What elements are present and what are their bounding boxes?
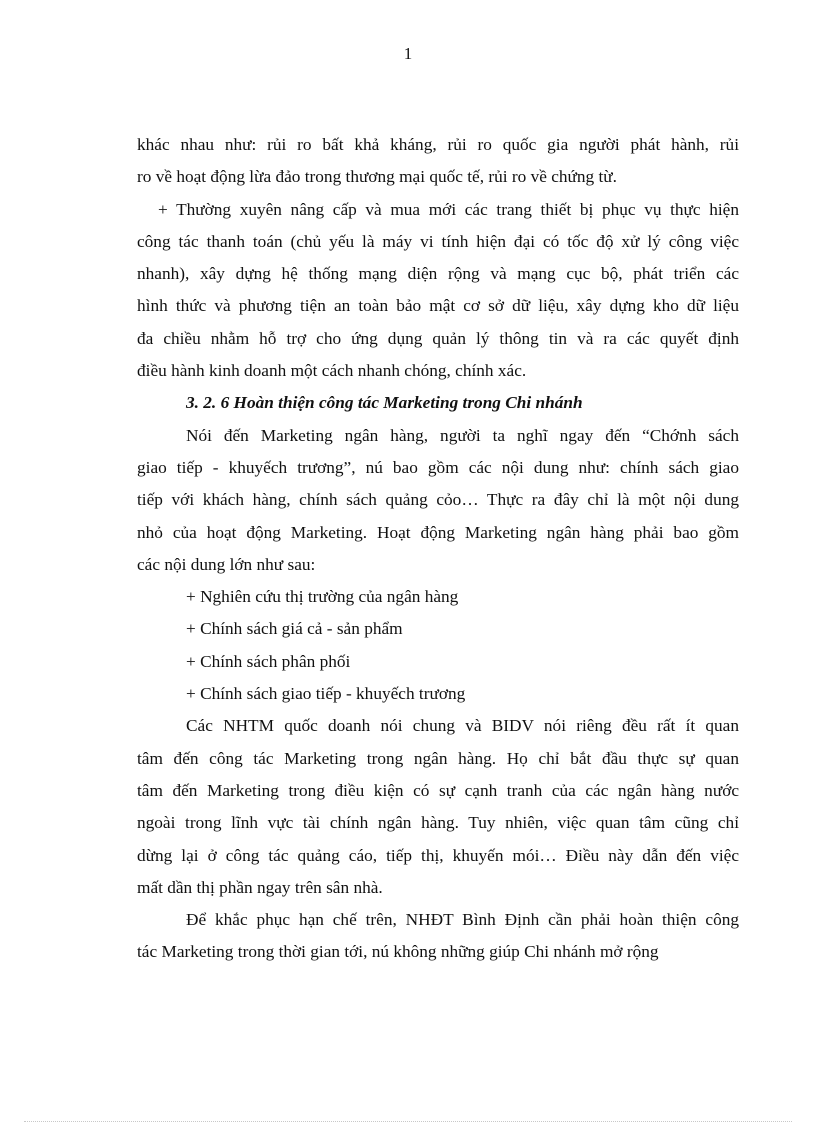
page-number: 1 — [403, 44, 413, 63]
section-heading: 3. 2. 6 Hoàn thiện công tác Marketing trong Chi nhánh — [186, 393, 583, 413]
text-line: điều hành kinh doanh một cách nhanh chóng, chính xác. — [137, 361, 527, 381]
list-item: + Nghiên cứu thị trường của ngân hàng — [186, 587, 459, 607]
page-bottom-rule — [24, 1121, 792, 1122]
text-line: đa chiều nhằm hỗ trợ cho ứng dụng quản lý thông tin và ra các quyết định — [137, 328, 739, 348]
text-line: Nói đến Marketing ngân hàng, người ta nghĩ ngay đến “Chớnh sách — [186, 425, 739, 445]
text-line: giao tiếp - khuyếch trương”, nú bao gồm các nội dung như: chính sách giao — [137, 457, 739, 477]
text-line: tâm đến công tác Marketing trong ngân hàng. Họ chỉ bắt đầu thực sự quan — [137, 748, 739, 768]
text-line: ngoài trong lĩnh vực tài chính ngân hàng. Tuy nhiên, việc quan tâm cũng chỉ — [137, 813, 739, 833]
text-line: tiếp với khách hàng, chính sách quảng cỏo… Thực ra đây chỉ là một nội dung — [137, 490, 739, 510]
text-line: hình thức và phương tiện an toàn bảo mật cơ sở dữ liệu, xây dựng kho dữ liệu — [137, 296, 739, 316]
text-line: tác Marketing trong thời gian tới, nú không những giúp Chi nhánh mở rộng — [137, 942, 659, 962]
document-body — [137, 129, 739, 969]
text-line: + Thường xuyên nâng cấp và mua mới các trang thiết bị phục vụ thực hiện — [158, 199, 739, 219]
list-item: + Chính sách giá cả - sản phẩm — [186, 619, 403, 639]
text-line: tâm đến Marketing trong điều kiện có sự cạnh tranh của các ngân hàng nước — [137, 780, 739, 800]
list-item: + Chính sách giao tiếp - khuyếch trương — [186, 684, 466, 704]
text-line: công tác thanh toán (chủ yếu là máy vi tính hiện đại có tốc độ xử lý công việc — [137, 231, 739, 251]
text-line: nhanh), xây dựng hệ thống mạng diện rộng và mạng cục bộ, phát triển các — [137, 264, 739, 284]
list-item: + Chính sách phân phối — [186, 651, 351, 671]
text-line: nhỏ của hoạt động Marketing. Hoạt động Marketing ngân hàng phải bao gồm — [137, 522, 739, 542]
text-line: khác nhau như: rủi ro bất khả kháng, rủi ro quốc gia người phát hành, rủi — [137, 135, 739, 154]
text-line: mất dần thị phần ngay trên sân nhà. — [137, 877, 383, 897]
text-line: dừng lại ở công tác quảng cáo, tiếp thị, khuyến mói… Điều này dẫn đến việc — [137, 845, 739, 865]
text-line: các nội dung lớn như sau: — [137, 554, 316, 574]
text-line: Để khắc phục hạn chế trên, NHĐT Bình Định cần phải hoàn thiện công — [186, 910, 739, 930]
text-line: Các NHTM quốc doanh nói chung và BIDV nói riêng đều rất ít quan — [186, 716, 739, 736]
text-line: ro về hoạt động lừa đảo trong thương mại quốc tế, rủi ro về chứng từ. — [137, 167, 617, 187]
